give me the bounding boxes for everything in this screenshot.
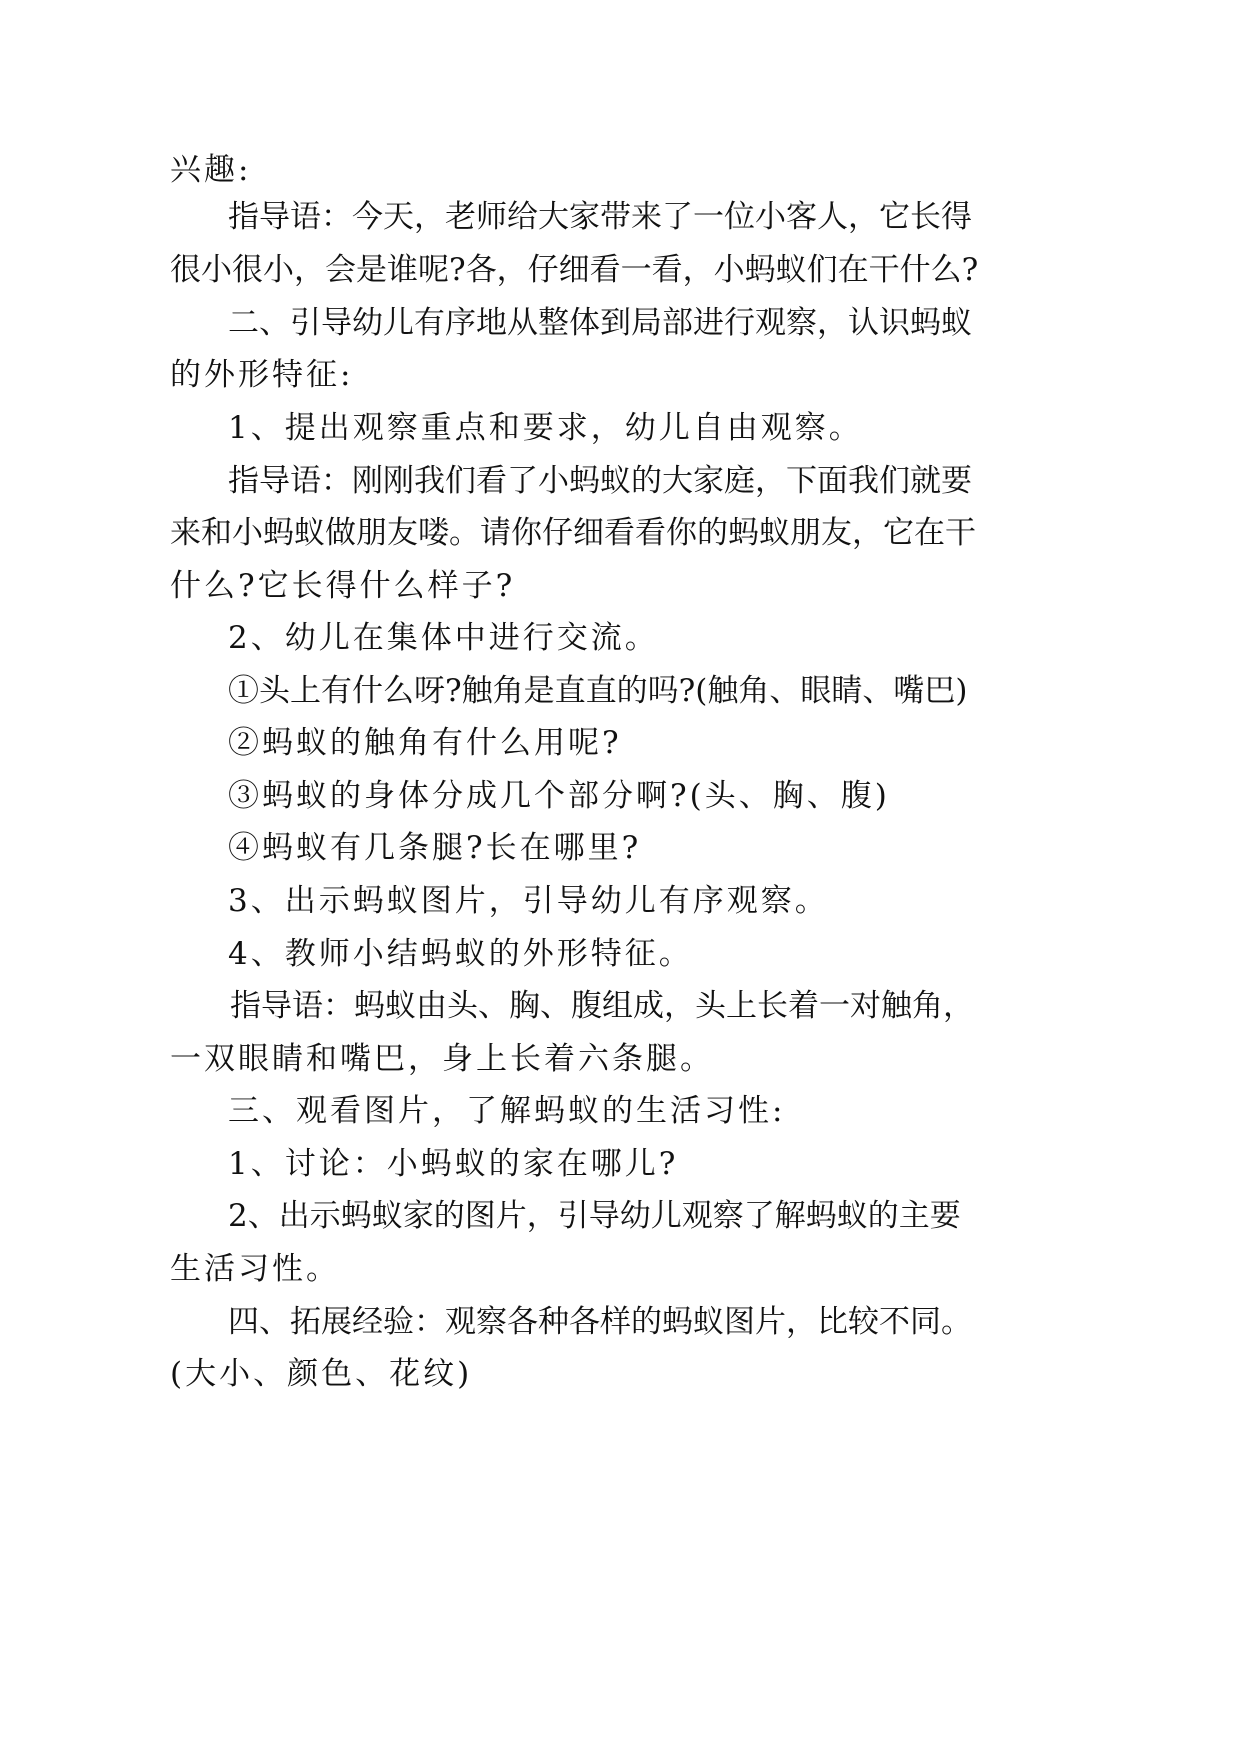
text-line: 很小很小，会是谁呢?各，仔细看一看，小蚂蚁们在干什么? [170, 252, 979, 288]
text-line: 2、幼儿在集体中进行交流。 [228, 620, 659, 656]
text-line: 指导语：蚂蚁由头、胸、腹组成，头上长着一对触角， [230, 988, 974, 1024]
text-line: 一双眼睛和嘴巴，身上长着六条腿。 [170, 1041, 714, 1077]
text-line: 生活习性。 [170, 1251, 340, 1287]
text-line: 来和小蚂蚁做朋友喽。请你仔细看看你的蚂蚁朋友，它在干 [170, 515, 976, 551]
text-line: 1、讨论：小蚂蚁的家在哪儿? [228, 1146, 679, 1182]
text-line: 指导语：今天，老师给大家带来了一位小客人，它长得 [228, 199, 972, 235]
text-line: (大小、颜色、花纹) [170, 1356, 473, 1392]
text-line: 3、出示蚂蚁图片，引导幼儿有序观察。 [228, 883, 829, 919]
text-line: 的外形特征: [170, 357, 354, 393]
text-line: 2、出示蚂蚁家的图片，引导幼儿观察了解蚂蚁的主要 [228, 1198, 961, 1234]
text-line: ①头上有什么呀?触角是直直的吗?(触角、眼睛、嘴巴) [228, 673, 968, 709]
text-line: 4、教师小结蚂蚁的外形特征。 [228, 936, 693, 972]
text-line: 三、观看图片，了解蚂蚁的生活习性: [228, 1093, 786, 1129]
text-line: ②蚂蚁的触角有什么用呢? [228, 725, 622, 761]
text-line: ④蚂蚁有几条腿?长在哪里? [228, 830, 642, 866]
text-line: 指导语：刚刚我们看了小蚂蚁的大家庭，下面我们就要 [228, 463, 972, 499]
text-line: 1、提出观察重点和要求，幼儿自由观察。 [228, 410, 863, 446]
text-line: ③蚂蚁的身体分成几个部分啊?(头、胸、腹) [228, 778, 890, 814]
text-line: 什么?它长得什么样子? [170, 568, 516, 604]
text-line: 二、引导幼儿有序地从整体到局部进行观察，认识蚂蚁 [228, 305, 972, 341]
text-line: 兴趣: [170, 152, 252, 188]
text-line: 四、拓展经验：观察各种各样的蚂蚁图片，比较不同。 [228, 1304, 972, 1340]
